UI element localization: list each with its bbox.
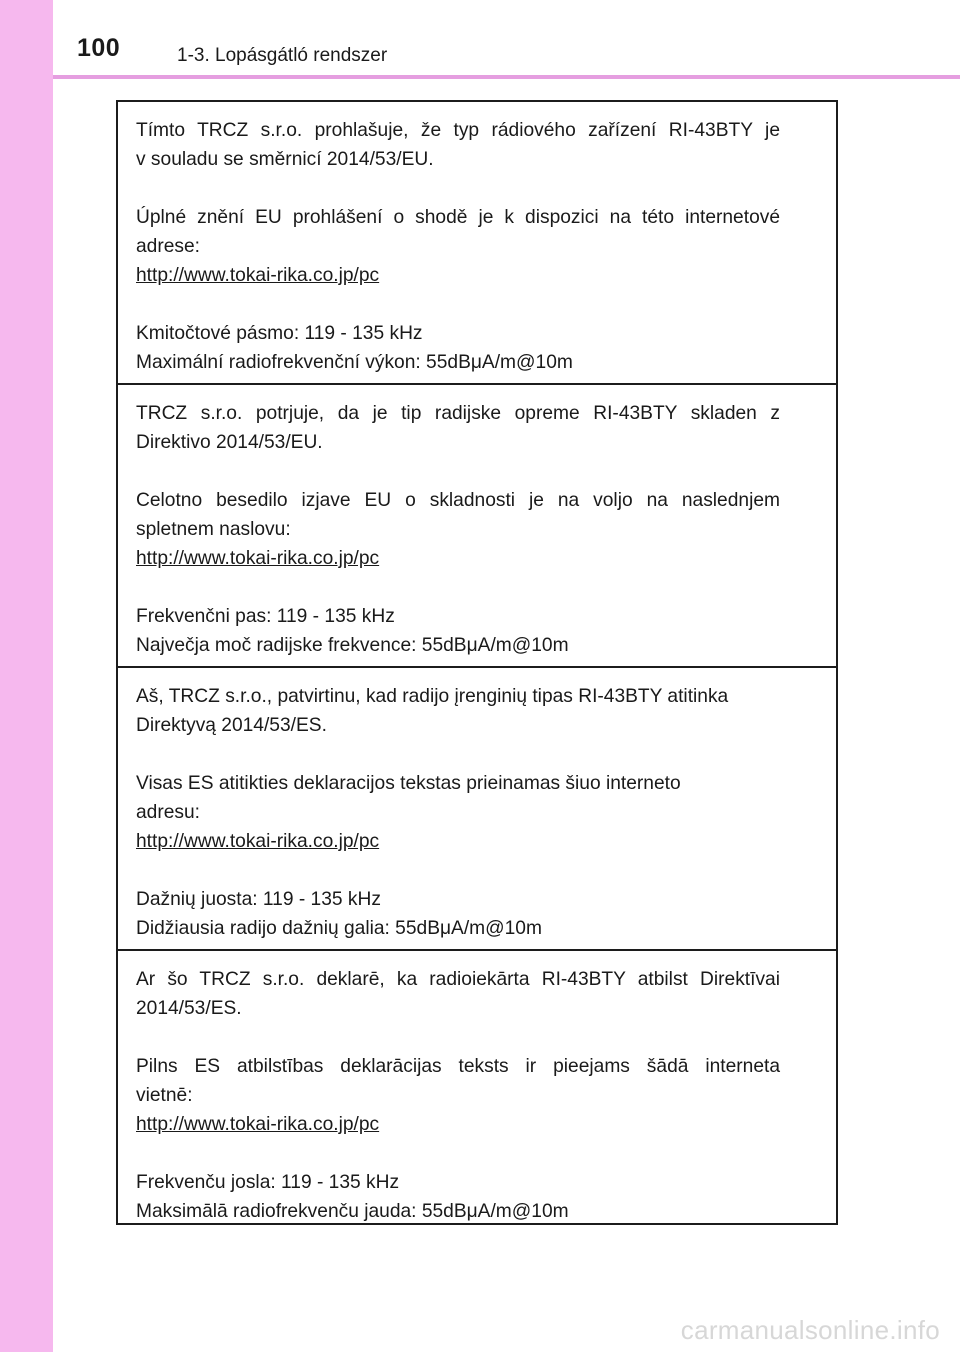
declaration-line: Tímto TRCZ s.r.o. prohlašuje, že typ rádiového zařízení RI-43BTY je xyxy=(136,120,780,141)
frequency-band: Frekvenču josla: 119 - 135 kHz xyxy=(136,1172,400,1193)
fulltext-line: vietnē: xyxy=(136,1085,193,1106)
declaration-line: 2014/53/ES. xyxy=(136,998,242,1019)
frequency-band: Dažnių juosta: 119 - 135 kHz xyxy=(136,889,381,910)
declaration-line: Ar šo TRCZ s.r.o. deklarē, ka radioiekārta RI-43BTY atbilst Direktīvai xyxy=(136,969,780,990)
frequency-band: Frekvenčni pas: 119 - 135 kHz xyxy=(136,606,395,627)
header-rule xyxy=(53,75,960,79)
declaration-block-cs xyxy=(118,102,836,385)
fulltext-line: Pilns ES atbilstības deklarācijas teksts ir pieejams šādā interneta xyxy=(136,1056,780,1077)
fulltext-line: adresu: xyxy=(136,802,200,823)
max-power: Maximální radiofrekvenční výkon: 55dBμA/m@10m xyxy=(136,352,573,373)
max-power: Maksimālā radiofrekvenču jauda: 55dBμA/m@10m xyxy=(136,1201,569,1222)
declaration-block-lv xyxy=(118,951,836,1223)
side-color-strip xyxy=(0,0,53,1352)
declaration-line: Direktyvą 2014/53/ES. xyxy=(136,715,327,736)
declaration-line: Direktivo 2014/53/EU. xyxy=(136,432,323,453)
page-number: 100 xyxy=(77,34,121,62)
declaration-line: Aš, TRCZ s.r.o., patvirtinu, kad radijo įrenginių tipas RI-43BTY atitinka xyxy=(136,686,729,707)
declaration-line: v souladu se směrnicí 2014/53/EU. xyxy=(136,149,434,170)
declaration-block-sl xyxy=(118,385,836,668)
declaration-url-link[interactable]: http://www.tokai-rika.co.jp/pc xyxy=(136,1114,380,1135)
fulltext-line: Visas ES atitikties deklaracijos tekstas prieinamas šiuo interneto xyxy=(136,773,681,794)
page-header xyxy=(53,0,960,80)
fulltext-line: Úplné znění EU prohlášení o shodě je k dispozici na této internetové xyxy=(136,207,780,228)
section-title: 1-3. Lopásgátló rendszer xyxy=(177,45,388,66)
max-power: Največja moč radijske frekvence: 55dBμA/m@10m xyxy=(136,635,569,656)
declaration-url-link[interactable]: http://www.tokai-rika.co.jp/pc xyxy=(136,831,380,852)
fulltext-line: adrese: xyxy=(136,236,200,257)
declaration-url-link[interactable]: http://www.tokai-rika.co.jp/pc xyxy=(136,265,380,286)
frequency-band: Kmitočtové pásmo: 119 - 135 kHz xyxy=(136,323,423,344)
fulltext-line: spletnem naslovu: xyxy=(136,519,291,540)
declaration-line: TRCZ s.r.o. potrjuje, da je tip radijske opreme RI-43BTY skladen z xyxy=(136,403,780,424)
declaration-block-lt xyxy=(118,668,836,951)
watermark: carmanualsonline.info xyxy=(680,1315,940,1345)
declaration-url-link[interactable]: http://www.tokai-rika.co.jp/pc xyxy=(136,548,380,569)
declaration-box xyxy=(116,100,838,1225)
max-power: Didžiausia radijo dažnių galia: 55dBμA/m@10m xyxy=(136,918,542,939)
fulltext-line: Celotno besedilo izjave EU o skladnosti je na voljo na naslednjem xyxy=(136,490,780,511)
